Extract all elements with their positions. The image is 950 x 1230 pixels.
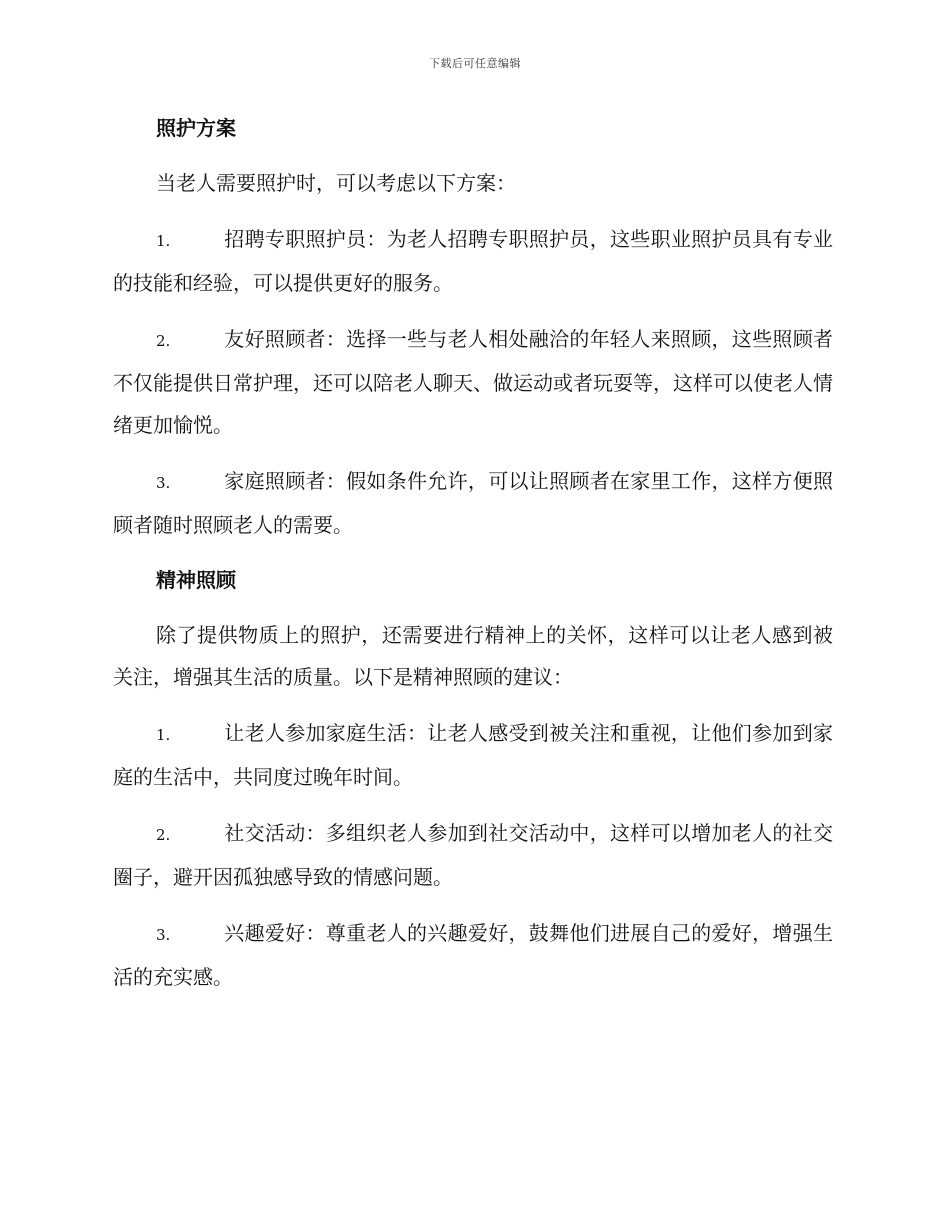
document-content (113, 108, 833, 1012)
list-item-number: 2. (156, 332, 171, 350)
list-item-number: 1. (156, 726, 171, 744)
list-item-text: 兴趣爱好：尊重老人的兴趣爱好，鼓舞他们进展自己的爱好，增强生活的充实感。 (113, 921, 833, 989)
section-heading-spiritual-care: 精神照顾 (156, 568, 236, 592)
list-item (113, 812, 833, 898)
list-item-text: 让老人参加家庭生活：让老人感受到被关注和重视，让他们参加到家庭的生活中，共同度过晚年时间。 (113, 721, 833, 789)
list-item-text: 家庭照顾者：假如条件允许，可以让照顾者在家里工作，这样方便照顾者随时照顾老人的需要。 (113, 469, 833, 537)
list-item-number: 1. (156, 232, 171, 250)
list-item (113, 712, 833, 798)
list-item-number: 3. (156, 474, 171, 492)
list-item (113, 218, 833, 304)
header-note: 下载后可任意编辑 (429, 57, 521, 70)
list-item-text: 招聘专职照护员：为老人招聘专职照护员，这些职业照护员具有专业的技能和经验，可以提供更好的服务。 (113, 227, 833, 295)
list-item (113, 460, 833, 546)
list-item-text: 友好照顾者：选择一些与老人相处融洽的年轻人来照顾，这些照顾者不仅能提供日常护理，还可以陪老人聊天、做运动或者玩耍等，这样可以使老人情绪更加愉悦。 (113, 327, 833, 437)
section-intro-spiritual-care: 除了提供物质上的照护，还需要进行精神上的关怀，这样可以让老人感到被关注，增强其生活的质量。以下是精神照顾的建议： (113, 623, 833, 689)
list-item-number: 2. (156, 826, 171, 844)
list-item-text: 社交活动：多组织老人参加到社交活动中，这样可以增加老人的社交圈子，避开因孤独感导致的情感问题。 (113, 821, 833, 889)
list-item (113, 318, 833, 446)
list-item-number: 3. (156, 926, 171, 944)
list-item (113, 912, 833, 998)
section-intro-care-plan: 当老人需要照护时，可以考虑以下方案： (156, 171, 516, 195)
section-heading-care-plan: 照护方案 (156, 116, 236, 140)
